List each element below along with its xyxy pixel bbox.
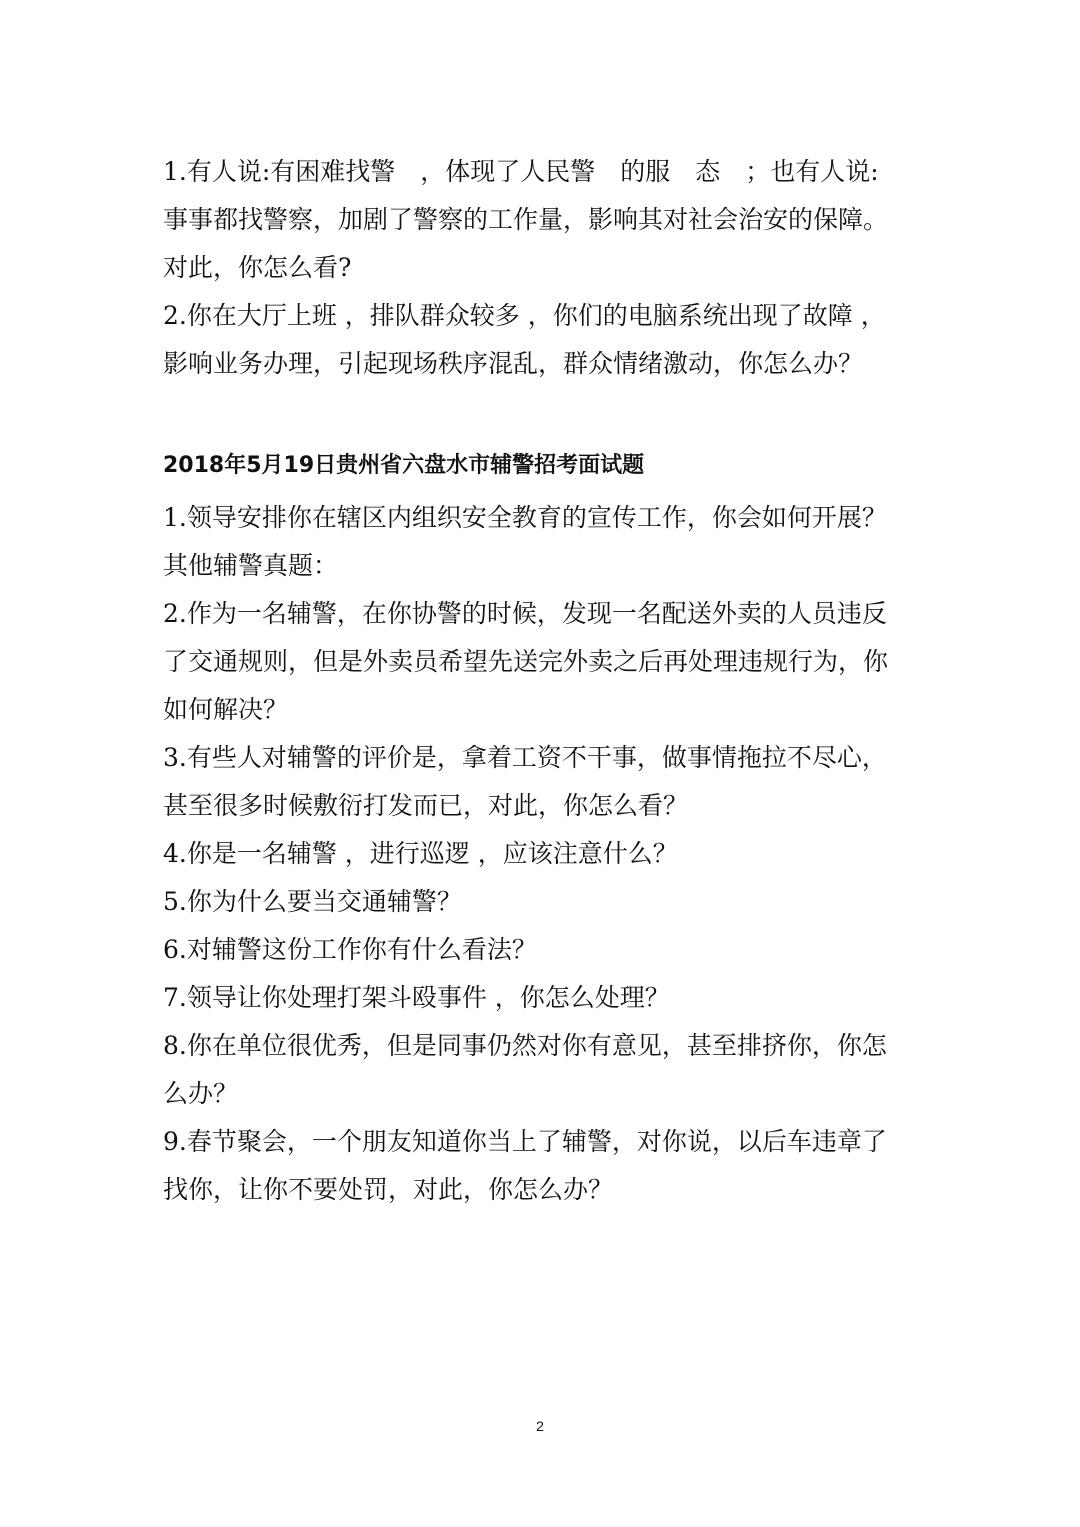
paragraph-line: 2.你在大厅上班 ，排队群众较多 ，你们的电脑系统出现了故障 ， (163, 301, 886, 330)
paragraph-line: 5.你为什么要当交通辅警？ (163, 887, 462, 916)
paragraph-line: 么办？ (163, 1079, 239, 1108)
paragraph-line: 找你，让你不要处罚，对此，你怎么办？ (163, 1175, 614, 1204)
paragraph-line: 9.春节聚会，一个朋友知道你当上了辅警，对你说，以后车违章了 (163, 1127, 887, 1156)
paragraph-line: 其他辅警真题： (163, 551, 339, 580)
paragraph-line: 如何解决？ (163, 695, 289, 724)
paragraph-line: 了交通规则，但是外卖员希望先送完外卖之后再处理违规行为，你 (163, 647, 889, 676)
paragraph-line: 4.你是一名辅警 ，进行巡逻 ，应该注意什么？ (163, 839, 678, 868)
paragraph-line: 对此，你怎么看? (163, 253, 352, 282)
section-1-questions (163, 148, 913, 388)
page-number: 2 (536, 1418, 544, 1434)
paragraph-line: 6.对辅警这份工作你有什么看法？ (163, 935, 537, 964)
paragraph-line: 影响业务办理，引起现场秩序混乱，群众情绪激动，你怎么办？ (163, 349, 864, 378)
section-heading: 2018年5月19日贵州省六盘水市辅警招考面试题 (163, 453, 645, 478)
paragraph-line: 甚至很多时候敷衍打发而已，对此，你怎么看？ (163, 791, 689, 820)
section-2-questions (163, 494, 913, 1214)
paragraph-line: 1.领导安排你在辖区内组织安全教育的宣传工作，你会如何开展？ (163, 503, 887, 532)
paragraph-line: 8.你在单位很优秀，但是同事仍然对你有意见，甚至排挤你，你怎 (163, 1031, 887, 1060)
paragraph-line: 7.领导让你处理打架斗殴事件 ，你怎么处理？ (163, 983, 670, 1012)
paragraph-line: 3.有些人对辅警的评价是，拿着工资不干事，做事情拖拉不尽心， (163, 743, 887, 772)
paragraph-line: 事事都找警察，加剧了警察的工作量，影响其对社会治安的保障。 (163, 205, 889, 234)
paragraph-line: 1.有人说:有困难找警 ，体现了人民警 的服 态 ；也有人说: (163, 157, 879, 186)
paragraph-line: 2.作为一名辅警，在你协警的时候，发现一名配送外卖的人员违反 (163, 599, 887, 628)
